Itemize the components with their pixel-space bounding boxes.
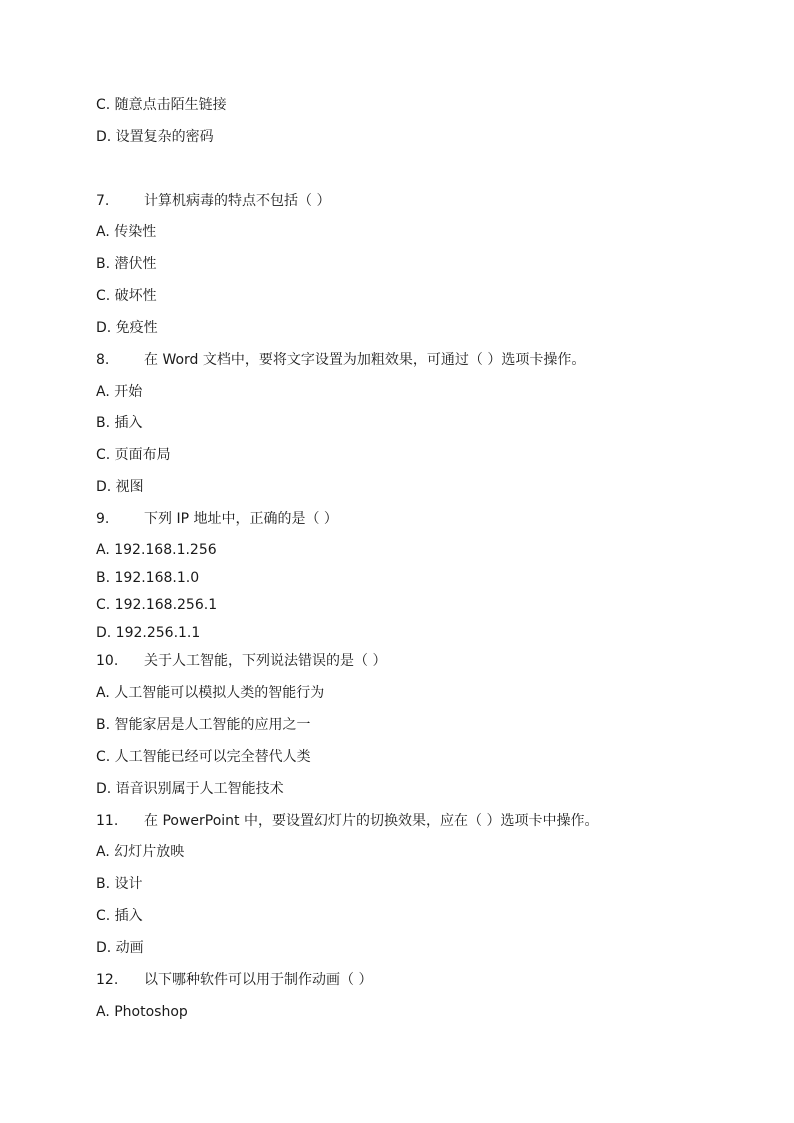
q11-option-d: D. 动画	[96, 940, 144, 956]
question-8	[96, 351, 585, 369]
question-9	[96, 510, 338, 528]
q8-option-c: C. 页面布局	[96, 447, 171, 463]
q7-option-b: B. 潜伏性	[96, 256, 157, 272]
question-9-number: 9.	[96, 511, 110, 527]
q9-option-a: A. 192.168.1.256	[96, 542, 217, 558]
q8-option-a: A. 开始	[96, 384, 143, 400]
q9-option-b: B. 192.168.1.0	[96, 570, 200, 586]
q12-option-a: A. Photoshop	[96, 1004, 188, 1020]
question-7-text: 计算机病毒的特点不包括（ ）	[144, 193, 331, 209]
q7-option-d: D. 免疫性	[96, 320, 158, 336]
q7-option-c: C. 破坏性	[96, 288, 157, 304]
question-11-number: 11.	[96, 813, 119, 829]
q8-option-b: B. 插入	[96, 415, 143, 431]
question-8-text: 在 Word 文档中，要将文字设置为加粗效果，可通过（ ）选项卡操作。	[144, 352, 586, 368]
q11-option-a: A. 幻灯片放映	[96, 844, 185, 860]
q7-option-a: A. 传染性	[96, 224, 157, 240]
q9-option-c: C. 192.168.256.1	[96, 597, 218, 613]
question-12-text: 以下哪种软件可以用于制作动画（ ）	[144, 972, 373, 988]
q9-option-d: D. 192.256.1.1	[96, 625, 201, 641]
question-7-number: 7.	[96, 193, 110, 209]
question-12-number: 12.	[96, 972, 119, 988]
q10-option-a: A. 人工智能可以模拟人类的智能行为	[96, 685, 325, 701]
question-12	[96, 971, 372, 989]
q10-option-d: D. 语音识别属于人工智能技术	[96, 781, 284, 797]
question-8-number: 8.	[96, 352, 110, 368]
question-10	[96, 652, 386, 670]
question-11	[96, 812, 598, 830]
q11-option-b: B. 设计	[96, 876, 143, 892]
question-10-number: 10.	[96, 653, 119, 669]
question-10-text: 关于人工智能，下列说法错误的是（ ）	[144, 653, 387, 669]
q6-option-b: C. 随意点击陌生链接	[96, 97, 227, 113]
q6-option-c: D. 设置复杂的密码	[96, 129, 214, 145]
question-11-text: 在 PowerPoint 中，要设置幻灯片的切换效果，应在（ ）选项卡中操作。	[144, 813, 599, 829]
q11-option-c: C. 插入	[96, 908, 143, 924]
question-7	[96, 192, 330, 210]
q10-option-c: C. 人工智能已经可以完全替代人类	[96, 749, 311, 765]
q10-option-b: B. 智能家居是人工智能的应用之一	[96, 717, 311, 733]
q8-option-d: D. 视图	[96, 479, 144, 495]
question-9-text: 下列 IP 地址中，正确的是（ ）	[144, 511, 338, 527]
